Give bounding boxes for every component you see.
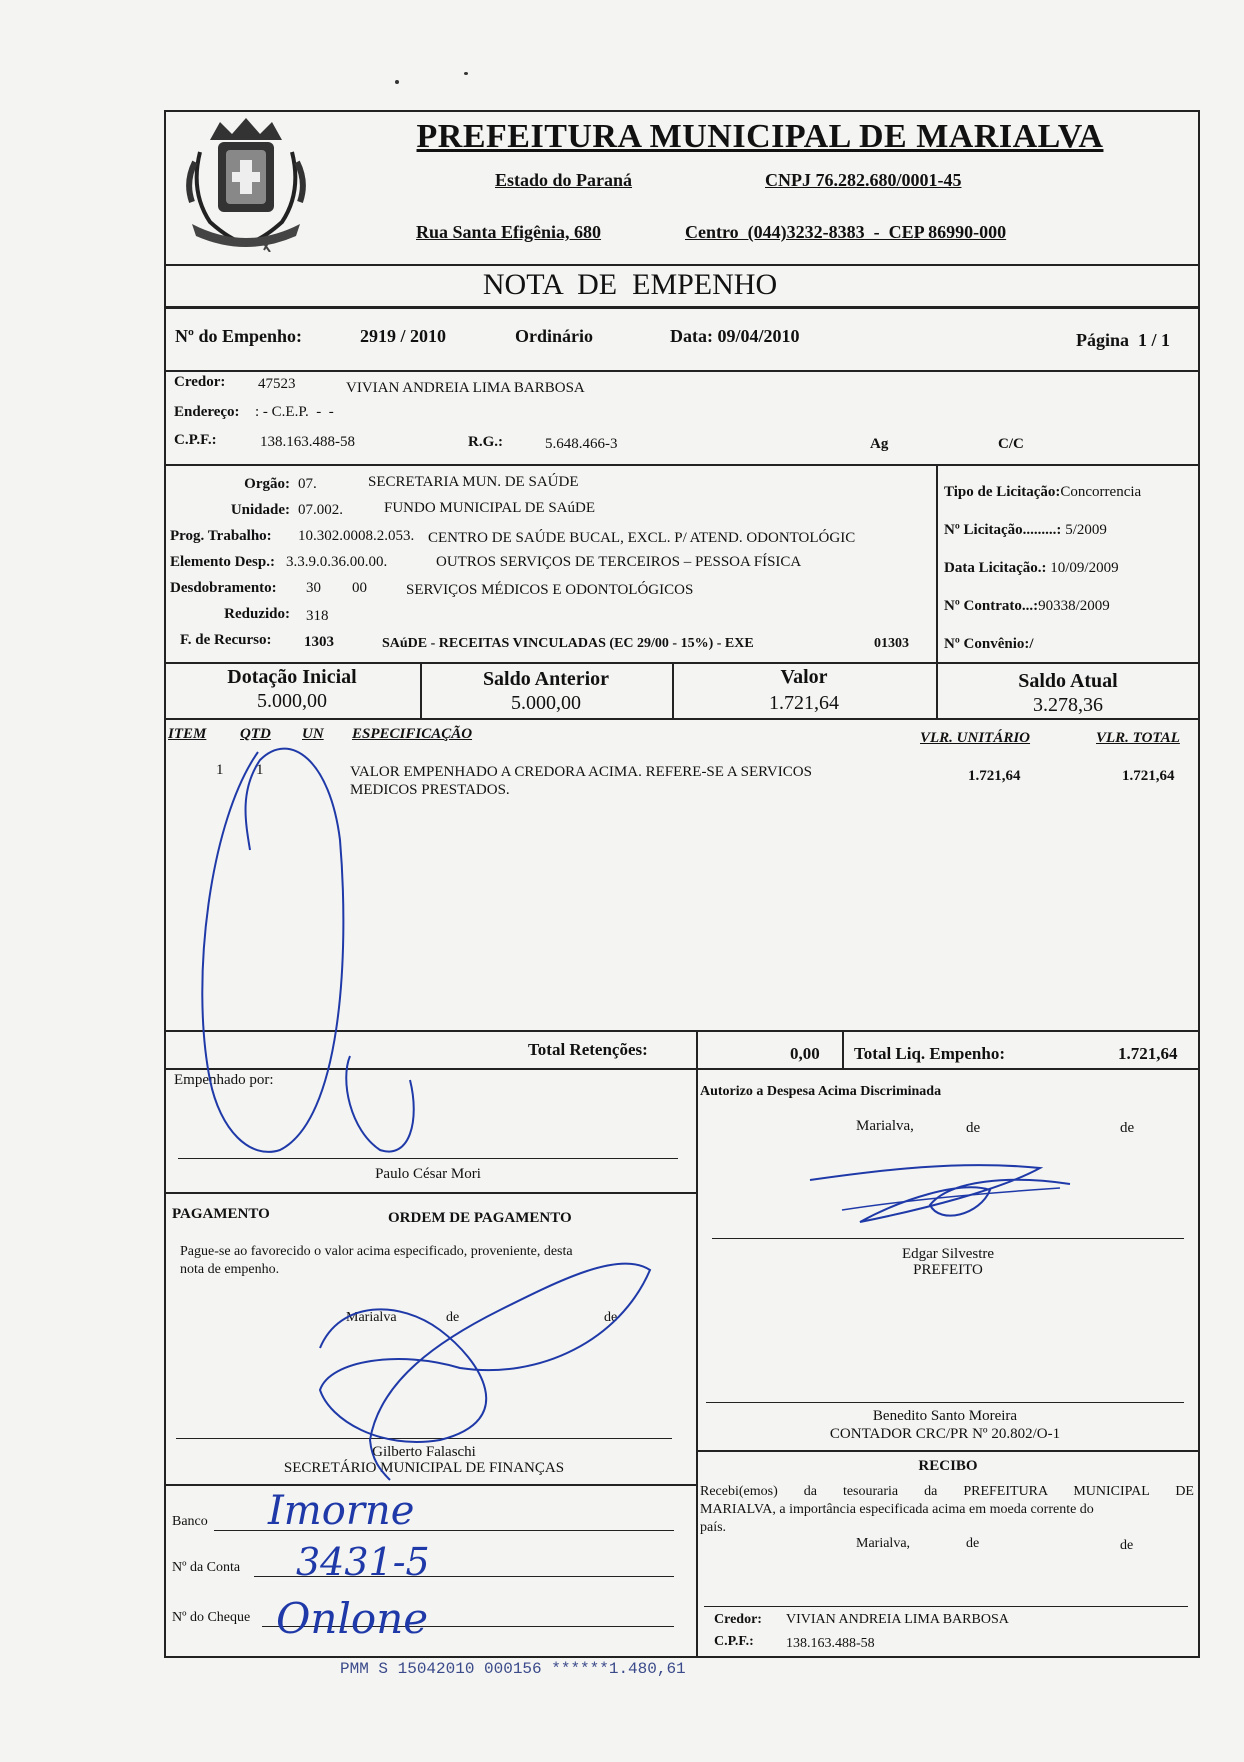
recibo-de1: de <box>966 1536 980 1551</box>
recibo-city: Marialva, <box>856 1536 911 1551</box>
dotacao-inicial-value: 5.000,00 <box>257 690 327 712</box>
empenhado-por-label: Empenhado por: <box>174 1072 274 1088</box>
saldo-anterior-label: Saldo Anterior <box>482 668 610 690</box>
contador-title: CONTADOR CRC/PR Nº 20.802/O-1 <box>829 1426 1061 1442</box>
row-item: 1 <box>216 762 224 778</box>
conta-handwriting: 3431-5 <box>296 1540 430 1584</box>
row-qtd: 1 <box>256 762 264 778</box>
col-espec-header: ESPECIFICAÇÃO <box>352 726 473 742</box>
elemento-label: Elemento Desp.: <box>170 554 275 570</box>
col-vlr-unit-header: VLR. UNITÁRIO <box>920 730 1031 746</box>
recurso-label: F. de Recurso: <box>180 632 272 648</box>
ag-label: Ag <box>870 436 889 452</box>
cpf-label: C.P.F.: <box>174 432 217 448</box>
recibo-credor-name: VIVIAN ANDREIA LIMA BARBOSA <box>786 1612 1009 1627</box>
recibo-text-line1: Recebi(emos) da tesouraria da PREFEITURA MUNICIPAL DE <box>700 1484 1194 1499</box>
saldo-atual-value: 3.278,36 <box>1033 694 1103 716</box>
orgao-name: SECRETARIA MUN. DE SAÚDE <box>368 474 579 490</box>
rg-value: 5.648.466-3 <box>545 436 618 452</box>
credor-name: VIVIAN ANDREIA LIMA BARBOSA <box>346 380 585 396</box>
data-licitacao: Data Licitação.: 10/09/2009 <box>944 560 1119 576</box>
credor-label: Credor: <box>174 374 226 390</box>
autorizo-title: Autorizo a Despesa Acima Discriminada <box>700 1084 942 1099</box>
empenhado-por-name: Paulo César Mori <box>375 1166 481 1182</box>
endereco-value: : - C.E.P. - - <box>255 404 334 420</box>
rg-label: R.G.: <box>468 434 503 450</box>
unidade-name: FUNDO MUNICIPAL DE SAúDE <box>384 500 595 516</box>
autorizo-de2: de <box>1120 1120 1135 1136</box>
credor-code: 47523 <box>258 376 296 392</box>
empenhado-signature <box>202 749 343 1152</box>
prefeito-signature <box>810 1165 1070 1222</box>
dotacao-inicial-label: Dotação Inicial <box>227 666 357 688</box>
autorizo-de1: de <box>966 1120 981 1136</box>
prog-code: 10.302.0008.2.053. <box>298 528 415 544</box>
row-espec-line2: MEDICOS PRESTADOS. <box>350 782 510 798</box>
pagamento-text-line1: Pague-se ao favorecido o valor acima especificado, proveniente, desta <box>180 1244 573 1259</box>
total-retencoes-label: Total Retenções: <box>528 1040 648 1059</box>
saldo-anterior-value: 5.000,00 <box>511 692 581 714</box>
conta-label: Nº da Conta <box>172 1560 241 1575</box>
address-contact: Centro (044)3232-8383 - CEP 86990-000 <box>685 222 1007 242</box>
tipo-licitacao: Tipo de Licitação:Concorrencia <box>944 484 1142 500</box>
valor-label: Valor <box>780 666 828 688</box>
total-retencoes-value: 0,00 <box>790 1044 820 1063</box>
empenho-date: Data: 09/04/2010 <box>670 326 800 346</box>
desdobramento-name: SERVIÇOS MÉDICOS E ODONTOLÓGICOS <box>406 582 694 598</box>
col-un-header: UN <box>302 726 324 742</box>
total-liq-label: Total Liq. Empenho: <box>854 1044 1005 1063</box>
secretario-title: SECRETÁRIO MUNICIPAL DE FINANÇAS <box>283 1460 565 1476</box>
cnpj: CNPJ 76.282.680/0001-45 <box>765 170 962 190</box>
recibo-text-line2: MARIALVA, a importância especificada acima em moeda corrente do <box>700 1502 1094 1517</box>
prefeito-title: PREFEITO <box>913 1262 983 1278</box>
address: Rua Santa Efigênia, 680 <box>416 222 602 242</box>
unidade-label: Unidade: <box>230 502 290 518</box>
processing-stamp: PMM S 15042010 000156 ******1.480,61 <box>340 1660 686 1678</box>
empenho-number: 2919 / 2010 <box>360 326 447 346</box>
desdobramento-sub: 00 <box>352 580 367 596</box>
municipality-title: PREFEITURA MUNICIPAL DE MARIALVA <box>416 118 1104 155</box>
col-item-header: ITEM <box>168 726 207 742</box>
row-vlr-unit: 1.721,64 <box>968 768 1021 784</box>
paper-speck <box>395 80 399 84</box>
secretario-name: Gilberto Falaschi <box>372 1444 476 1460</box>
empenho-label: Nº do Empenho: <box>175 326 302 346</box>
empenho-type: Ordinário <box>515 326 594 346</box>
numero-convenio: Nº Convênio:/ <box>944 636 1034 652</box>
prefeito-name: Edgar Silvestre <box>901 1246 995 1262</box>
numero-contrato: Nº Contrato...:90338/2009 <box>944 598 1110 614</box>
recibo-cpf-value: 138.163.488-58 <box>786 1636 875 1651</box>
page-number: Página 1 / 1 <box>1076 330 1171 350</box>
elemento-name: OUTROS SERVIÇOS DE TERCEIROS – PESSOA FÍSICA <box>436 554 802 570</box>
cpf-value: 138.163.488-58 <box>260 434 355 450</box>
state-name: Estado do Paraná <box>495 170 633 190</box>
cc-label: C/C <box>998 436 1024 452</box>
reduzido-code: 318 <box>306 608 329 624</box>
prog-label: Prog. Trabalho: <box>170 528 272 544</box>
banco-handwriting: Imorne <box>268 1488 415 1534</box>
valor-value: 1.721,64 <box>769 692 839 714</box>
endereco-label: Endereço: <box>174 404 240 420</box>
pagamento-de2: de <box>604 1310 618 1325</box>
recibo-text-line3: país. <box>700 1520 727 1535</box>
desdobramento-label: Desdobramento: <box>170 580 277 596</box>
prog-name: CENTRO DE SAÚDE BUCAL, EXCL. P/ ATEND. ODONTOLÓGIC <box>428 530 856 546</box>
paper-speck <box>464 72 468 75</box>
row-espec-line1: VALOR EMPENHADO A CREDORA ACIMA. REFERE-SE A SERVICOS <box>350 764 812 780</box>
orgao-code: 07. <box>298 476 317 492</box>
recurso-code: 1303 <box>304 634 334 650</box>
elemento-code: 3.3.9.0.36.00.00. <box>286 554 388 570</box>
numero-licitacao: Nº Licitação.........: 5/2009 <box>944 522 1107 538</box>
recibo-cpf-label: C.P.F.: <box>714 1634 754 1649</box>
secretario-signature <box>320 1264 650 1480</box>
recibo-credor-label: Credor: <box>714 1612 762 1627</box>
cheque-handwriting: Onlone <box>276 1594 429 1643</box>
col-qtd-header: QTD <box>240 726 271 742</box>
recurso-name: SAúDE - RECEITAS VINCULADAS (EC 29/00 - 15%) - EXE <box>382 636 754 651</box>
unidade-code: 07.002. <box>298 502 343 518</box>
pagamento-text-line2: nota de empenho. <box>180 1262 280 1277</box>
reduzido-label: Reduzido: <box>224 606 290 622</box>
banco-label: Banco <box>172 1514 208 1529</box>
cheque-label: Nº do Cheque <box>172 1610 251 1625</box>
orgao-label: Orgão: <box>244 476 290 492</box>
pagamento-city: Marialva <box>346 1310 397 1325</box>
ordem-pagamento: ORDEM DE PAGAMENTO <box>388 1210 572 1226</box>
pagamento-label: PAGAMENTO <box>172 1206 270 1222</box>
total-liq-value: 1.721,64 <box>1118 1044 1178 1063</box>
col-vlr-total-header: VLR. TOTAL <box>1096 730 1180 746</box>
pagamento-de1: de <box>446 1310 460 1325</box>
recibo-title: RECIBO <box>918 1458 978 1474</box>
recibo-de2: de <box>1120 1538 1134 1553</box>
saldo-atual-label: Saldo Atual <box>1018 670 1118 692</box>
autorizo-city: Marialva, <box>856 1118 914 1134</box>
contador-name: Benedito Santo Moreira <box>872 1408 1018 1424</box>
row-vlr-total: 1.721,64 <box>1122 768 1175 784</box>
recurso-num: 01303 <box>874 636 909 651</box>
document-title: NOTA DE EMPENHO <box>482 268 778 301</box>
desdobramento-code: 30 <box>306 580 321 596</box>
